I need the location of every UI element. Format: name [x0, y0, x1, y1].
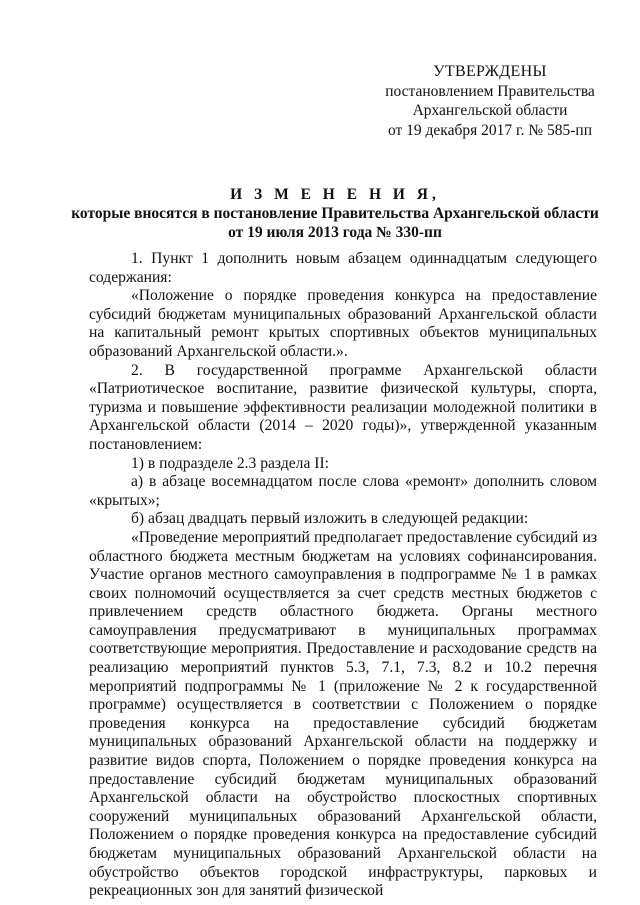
paragraph-quote-regulation: «Положение о порядке проведения конкурса на предоставление субсидий бюджетам муниципальных образований Архангельской области на капитальный ремонт крытых спортивных объектов муниципальных образований Архангельской области.».: [89, 287, 597, 360]
approval-line-3: от 19 декабря 2017 г. № 585-пп: [387, 121, 593, 139]
document-body: [89, 250, 597, 901]
title-line-3: от 19 июля 2013 года № 330-пп: [228, 224, 442, 241]
approval-heading: УТВЕРЖДЕНЫ: [433, 63, 547, 80]
paragraph-quote-new-text: «Проведение мероприятий предполагает предоставление субсидий из областного бюджета местным бюджетам на условиях софинансирования. Участие органов местного самоуправления в подпрограмме № 1 в рамках своих полномочий осуществляется за счет средств местных бюджетов с привлечением средств областного бюджета. Органы местного самоуправления предусматривают в муниципальных программах соответствующие мероприятия. Предоставление и расходование средств на реализацию мероприятий пунктов 5.3, 7.1, 7.3, 8.2 и 10.2 перечня мероприятий подпрограммы № 1 (приложение № 2 к государственной программе) осуществляется в соответствии с Положением о порядке проведения конкурса на предоставление субсидий бюджетам муниципальных образований Архангельской области на поддержку и развитие видов спорта, Положением о порядке проведения конкурса на предоставление субсидий бюджетам муниципальных образований Архангельской области на обустройство плоскостных спортивных сооружений муниципальных образований Архангельской области, Положением о порядке проведения конкурса на предоставление субсидий бюджетам муниципальных образований Архангельской области на обустройство объектов городской инфраструктуры, парковых и рекреационных зон для занятий физической: [89, 528, 597, 900]
approval-line-1: постановлением Правительства: [385, 82, 595, 100]
paragraph-subitem-a: а) в абзаце восемнадцатом после слова «ремонт» дополнить словом «крытых»;: [89, 473, 597, 509]
paragraph-item-2: 2. В государственной программе Архангельской области «Патриотическое воспитание, развитие физической культуры, спорта, туризма и повышение эффективности реализации молодежной политики в Архангельской области (2014 – 2020 годы)», утвержденной указанным постановлением:: [89, 361, 597, 453]
title-line-2: которые вносятся в постановление Правительства Архангельской области: [71, 205, 599, 222]
title-heading: И З М Е Н Е Н И Я,: [230, 186, 440, 203]
approval-stamp: [380, 62, 600, 140]
paragraph-subitem-1: 1) в подразделе 2.3 раздела II:: [131, 454, 329, 472]
paragraph-item-1: 1. Пункт 1 дополнить новым абзацем одиннадцатым следующего содержания:: [89, 250, 597, 286]
paragraph-subitem-b: б) абзац двадцать первый изложить в следующей редакции:: [131, 510, 529, 528]
document-title: [70, 185, 600, 242]
approval-line-2: Архангельской области: [412, 102, 568, 119]
